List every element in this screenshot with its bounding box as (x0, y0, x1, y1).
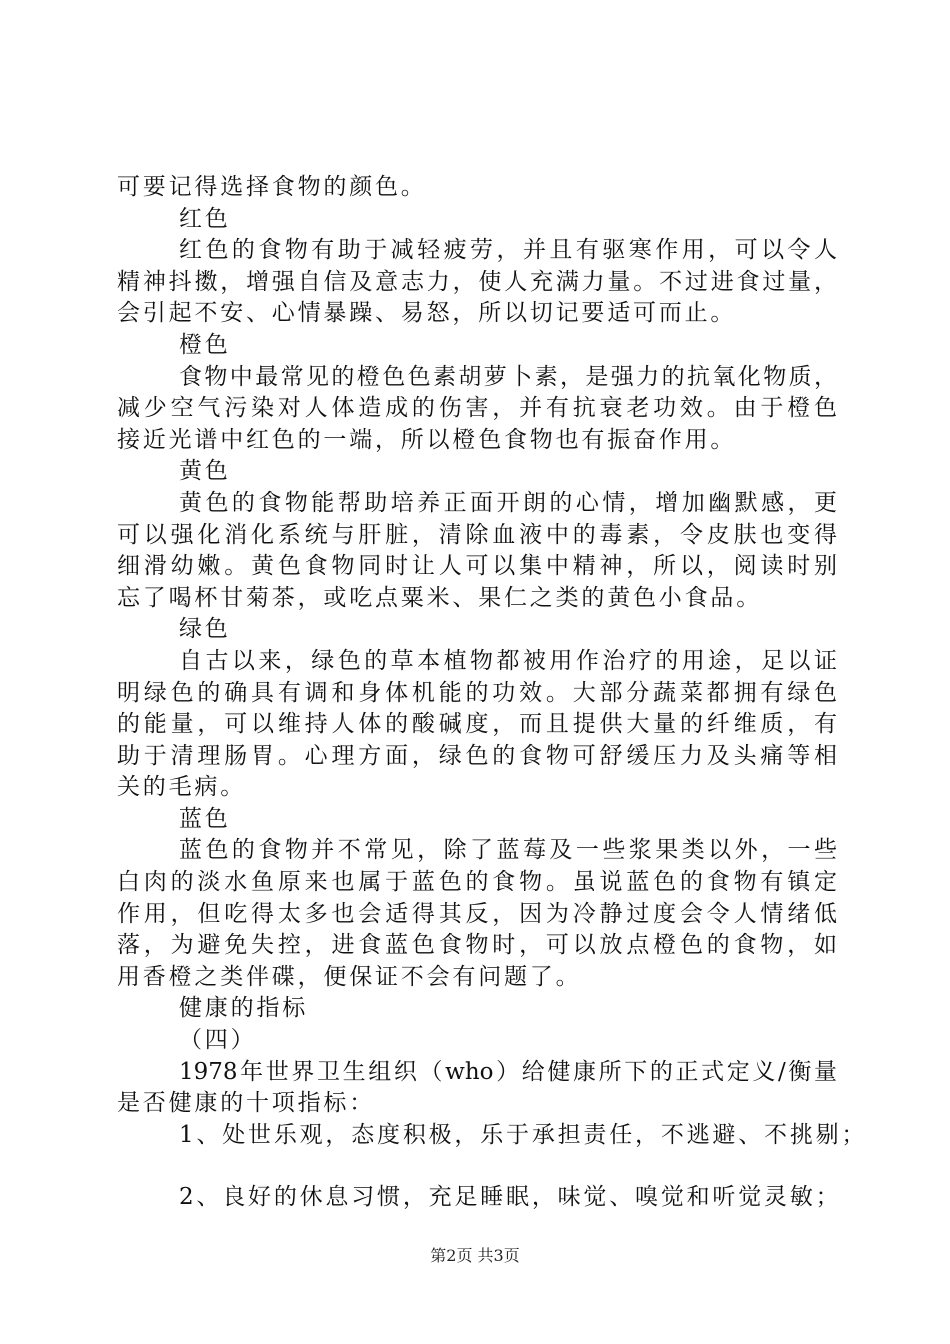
text-line: 红色的食物有助于减轻疲劳，并且有驱寒作用，可以令人 (179, 237, 837, 264)
text-line: 黄色的食物能帮助培养正面开朗的心情，增加幽默感，更 (179, 489, 837, 516)
text-line: 是否健康的十项指标： (117, 1090, 375, 1117)
text-line: 1978年世界卫生组织（who）给健康所下的正式定义/衡量 (179, 1058, 837, 1085)
text-line: 蓝色的食物并不常见，除了蓝莓及一些浆果类以外，一些 (179, 837, 837, 864)
text-line: 用香橙之类伴碟，便保证不会有问题了。 (117, 963, 582, 990)
text-line: 的能量，可以维持人体的酸碱度，而且提供大量的纤维质，有 (117, 711, 837, 738)
text-line: 食物中最常见的橙色色素胡萝卜素，是强力的抗氧化物质， (179, 363, 837, 390)
text-line: 助于清理肠胃。心理方面，绿色的食物可舒缓压力及头痛等相 (117, 742, 837, 769)
text-line: 明绿色的确具有调和身体机能的功效。大部分蔬菜都拥有绿色 (117, 679, 837, 706)
text-line: 可以强化消化系统与肝脏，清除血液中的毒素，令皮肤也变得 (117, 521, 837, 548)
text-line: 细滑幼嫩。黄色食物同时让人可以集中精神，所以，阅读时别 (117, 553, 837, 580)
text-line: 减少空气污染对人体造成的伤害，并有抗衰老功效。由于橙色 (117, 395, 837, 422)
text-line: 落，为避免失控，进食蓝色食物时，可以放点橙色的食物，如 (117, 932, 837, 959)
text-line: 作用，但吃得太多也会适得其反，因为冷静过度会令人情绪低 (117, 900, 837, 927)
section-heading: （四） (179, 1027, 257, 1054)
text-line: 会引起不安、心情暴躁、易怒，所以切记要适可而止。 (117, 300, 737, 327)
text-line: 接近光谱中红色的一端，所以橙色食物也有振奋作用。 (117, 426, 737, 453)
text-line: 自古以来，绿色的草本植物都被用作治疗的用途，足以证 (179, 647, 837, 674)
text-line: 忘了喝杯甘菊茶，或吃点粟米、果仁之类的黄色小食品。 (117, 584, 762, 611)
section-heading: 蓝色 (179, 805, 231, 832)
section-heading: 健康的指标 (179, 995, 308, 1022)
text-line: 精神抖擞，增强自信及意志力，使人充满力量。不过进食过量， (117, 268, 837, 295)
text-line: 2、良好的休息习惯，充足睡眠，味觉、嗅觉和听觉灵敏； (179, 1184, 842, 1211)
section-heading: 红色 (179, 205, 231, 232)
section-heading: 黄色 (179, 458, 231, 485)
section-heading: 橙色 (179, 331, 231, 358)
text-line: 白肉的淡水鱼原来也属于蓝色的食物。虽说蓝色的食物有镇定 (117, 869, 837, 896)
section-heading: 绿色 (179, 616, 231, 643)
text-line: 1、处世乐观，态度积极，乐于承担责任，不逃避、不挑剔； (179, 1121, 868, 1148)
text-line: 可要记得选择食物的颜色。 (117, 174, 427, 200)
text-line: 关的毛病。 (117, 774, 246, 801)
body-text (117, 172, 868, 1214)
page-footer: 第2页 共3页 (430, 1246, 520, 1265)
